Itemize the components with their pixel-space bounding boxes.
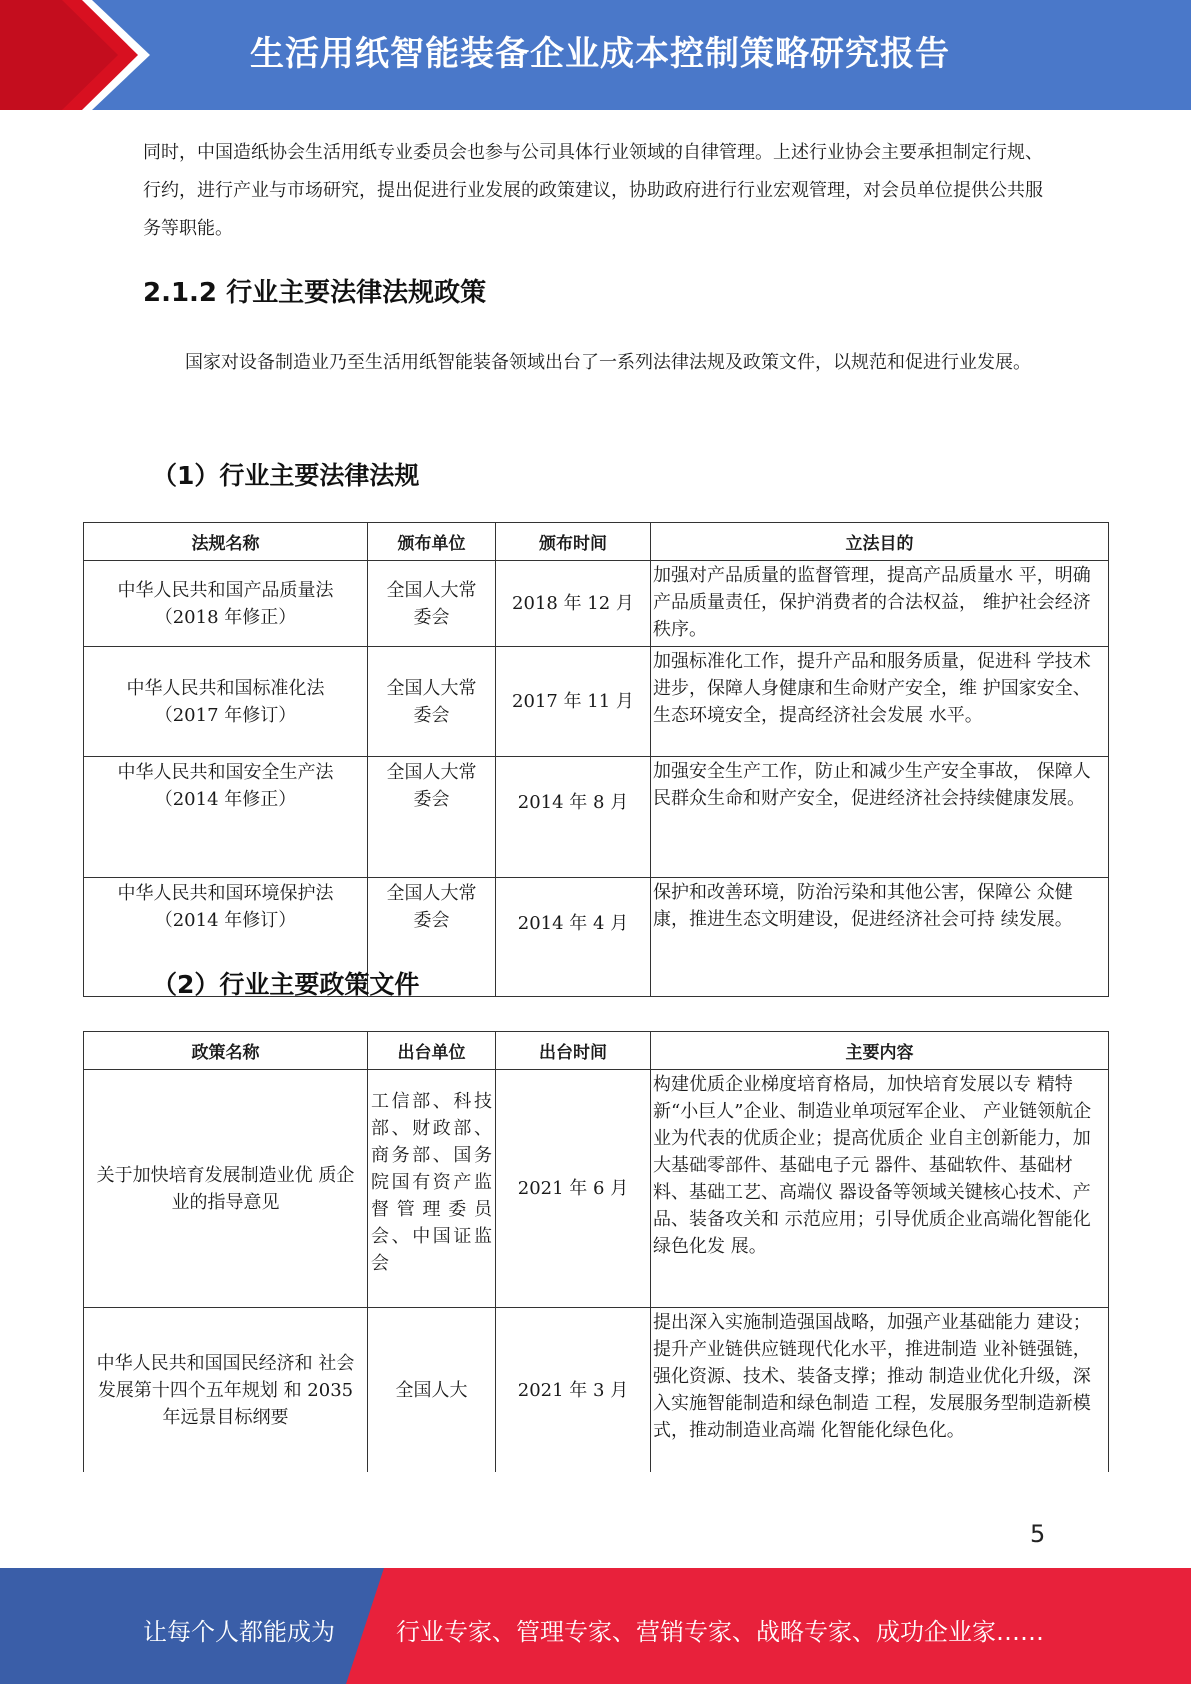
law-date: 2017 年 11 月 <box>496 647 651 757</box>
law-note: （2014 年修订） <box>154 910 297 931</box>
law-purpose: 加强对产品质量的监督管理，提高产品质量水 平，明确产品质量责任，保护消费者的合法权益， 维护社会经济秩序。 <box>651 561 1109 647</box>
laws-table <box>83 522 1109 997</box>
policy-date: 2021 年 6 月 <box>496 1070 651 1308</box>
law-note: （2017 年修订） <box>154 704 297 726</box>
intro-paragraph: 同时，中国造纸协会生活用纸专业委员会也参与公司具体行业领域的自律管理。上述行业协会主要承担制定行规、行约，进行产业与市场研究，提出促进行业发展的政策建议，协助政府进行行业宏观管理，对会员单位提供公共服务等职能。 <box>143 142 1043 239</box>
law-name: 中华人民共和国安全生产法 <box>117 762 334 783</box>
table-header-row <box>84 1032 1109 1070</box>
policy-name: 中华人民共和国国民经济和 社会发展第十四个五年规划 和 2035 年远景目标纲要 <box>84 1308 368 1473</box>
column-header: 颁布时间 <box>496 523 651 561</box>
column-header: 颁布单位 <box>368 523 496 561</box>
table-row <box>84 1308 1109 1473</box>
law-date: 2014 年 4 月 <box>496 878 651 997</box>
column-header: 法规名称 <box>84 523 368 561</box>
table-row <box>84 1070 1109 1308</box>
law-purpose: 加强安全生产工作，防止和减少生产安全事故， 保障人民群众生命和财产安全，促进经济社会持续健康发展。 <box>651 757 1109 878</box>
law-date: 2014 年 8 月 <box>496 757 651 878</box>
policies-table <box>83 1031 1109 1472</box>
policy-content: 构建优质企业梯度培育格局，加快培育发展以专 精特新“小巨人”企业、制造业单项冠军企业、 产业链领航企业为代表的优质企业；提高优质企 业自主创新能力，加大基础零部件、基础电子元 器件、基础软件、基础材料、基础工艺、高端仪 器设备等领域关键核心技术、产品、装备攻关和 示范应用；引导优质企业高端化智能化绿色化发 展。 <box>651 1070 1109 1308</box>
table-row <box>84 757 1109 878</box>
column-header: 主要内容 <box>651 1032 1109 1070</box>
table-header-row <box>84 523 1109 561</box>
policy-issuer: 工信部、科技部、财政部、商务部、国务院国有资产监督管理委员会、中国证监会 <box>368 1070 496 1308</box>
table-row <box>84 647 1109 757</box>
report-title: 生活用纸智能装备企业成本控制策略研究报告 <box>250 34 950 74</box>
footer-slogan-right: 行业专家、管理专家、营销专家、战略专家、成功企业家…… <box>396 1618 1044 1646</box>
law-issuer: 全国人大常委会 <box>368 878 496 997</box>
column-header: 出台时间 <box>496 1032 651 1070</box>
laws-heading: （1）行业主要法律法规 <box>152 461 420 490</box>
law-issuer: 全国人大常委会 <box>368 647 496 757</box>
footer-slogan-left: 让每个人都能成为 <box>143 1618 335 1646</box>
law-name: 中华人民共和国环境保护法 <box>117 883 334 904</box>
section-heading: 2.1.2 行业主要法律法规政策 <box>143 278 487 308</box>
law-name: 中华人民共和国标准化法 <box>126 677 325 699</box>
law-name-cell <box>84 561 368 647</box>
policies-heading: （2）行业主要政策文件 <box>152 970 420 999</box>
policy-content: 提出深入实施制造强国战略，加强产业基础能力 建设；提升产业链供应链现代化水平，推进制造 业补链强链，强化资源、技术、装备支撑；推动 制造业优化升级，深入实施智能制造和绿色制造 工程，发展服务型制造新模式，推动制造业高端 化智能化绿色化。 <box>651 1308 1109 1473</box>
law-issuer: 全国人大常委会 <box>368 757 496 878</box>
column-header: 政策名称 <box>84 1032 368 1070</box>
law-issuer: 全国人大常委会 <box>368 561 496 647</box>
header-red-chevron <box>0 0 150 110</box>
column-header: 立法目的 <box>651 523 1109 561</box>
policy-issuer: 全国人大 <box>368 1308 496 1473</box>
footer-banner <box>0 1568 1191 1684</box>
column-header: 出台单位 <box>368 1032 496 1070</box>
policy-date: 2021 年 3 月 <box>496 1308 651 1473</box>
law-note: （2014 年修正） <box>154 789 297 810</box>
law-name-cell <box>84 647 368 757</box>
header-banner <box>0 0 1191 110</box>
law-name-cell <box>84 757 368 878</box>
table-row <box>84 561 1109 647</box>
law-note: （2018 年修正） <box>154 606 297 628</box>
policy-name: 关于加快培育发展制造业优 质企业的指导意见 <box>84 1070 368 1308</box>
law-purpose: 保护和改善环境，防治污染和其他公害，保障公 众健康，推进生态文明建设，促进经济社会可持 续发展。 <box>651 878 1109 997</box>
law-name: 中华人民共和国产品质量法 <box>117 579 334 601</box>
section-paragraph: 国家对设备制造业乃至生活用纸智能装备领域出台了一系列法律法规及政策文件，以规范和促进行业发展。 <box>185 352 1031 373</box>
page-number: 5 <box>1030 1520 1046 1548</box>
law-date: 2018 年 12 月 <box>496 561 651 647</box>
law-purpose: 加强标准化工作，提升产品和服务质量，促进科 学技术进步，保障人身健康和生命财产安全，维 护国家安全、生态环境安全，提高经济社会发展 水平。 <box>651 647 1109 757</box>
